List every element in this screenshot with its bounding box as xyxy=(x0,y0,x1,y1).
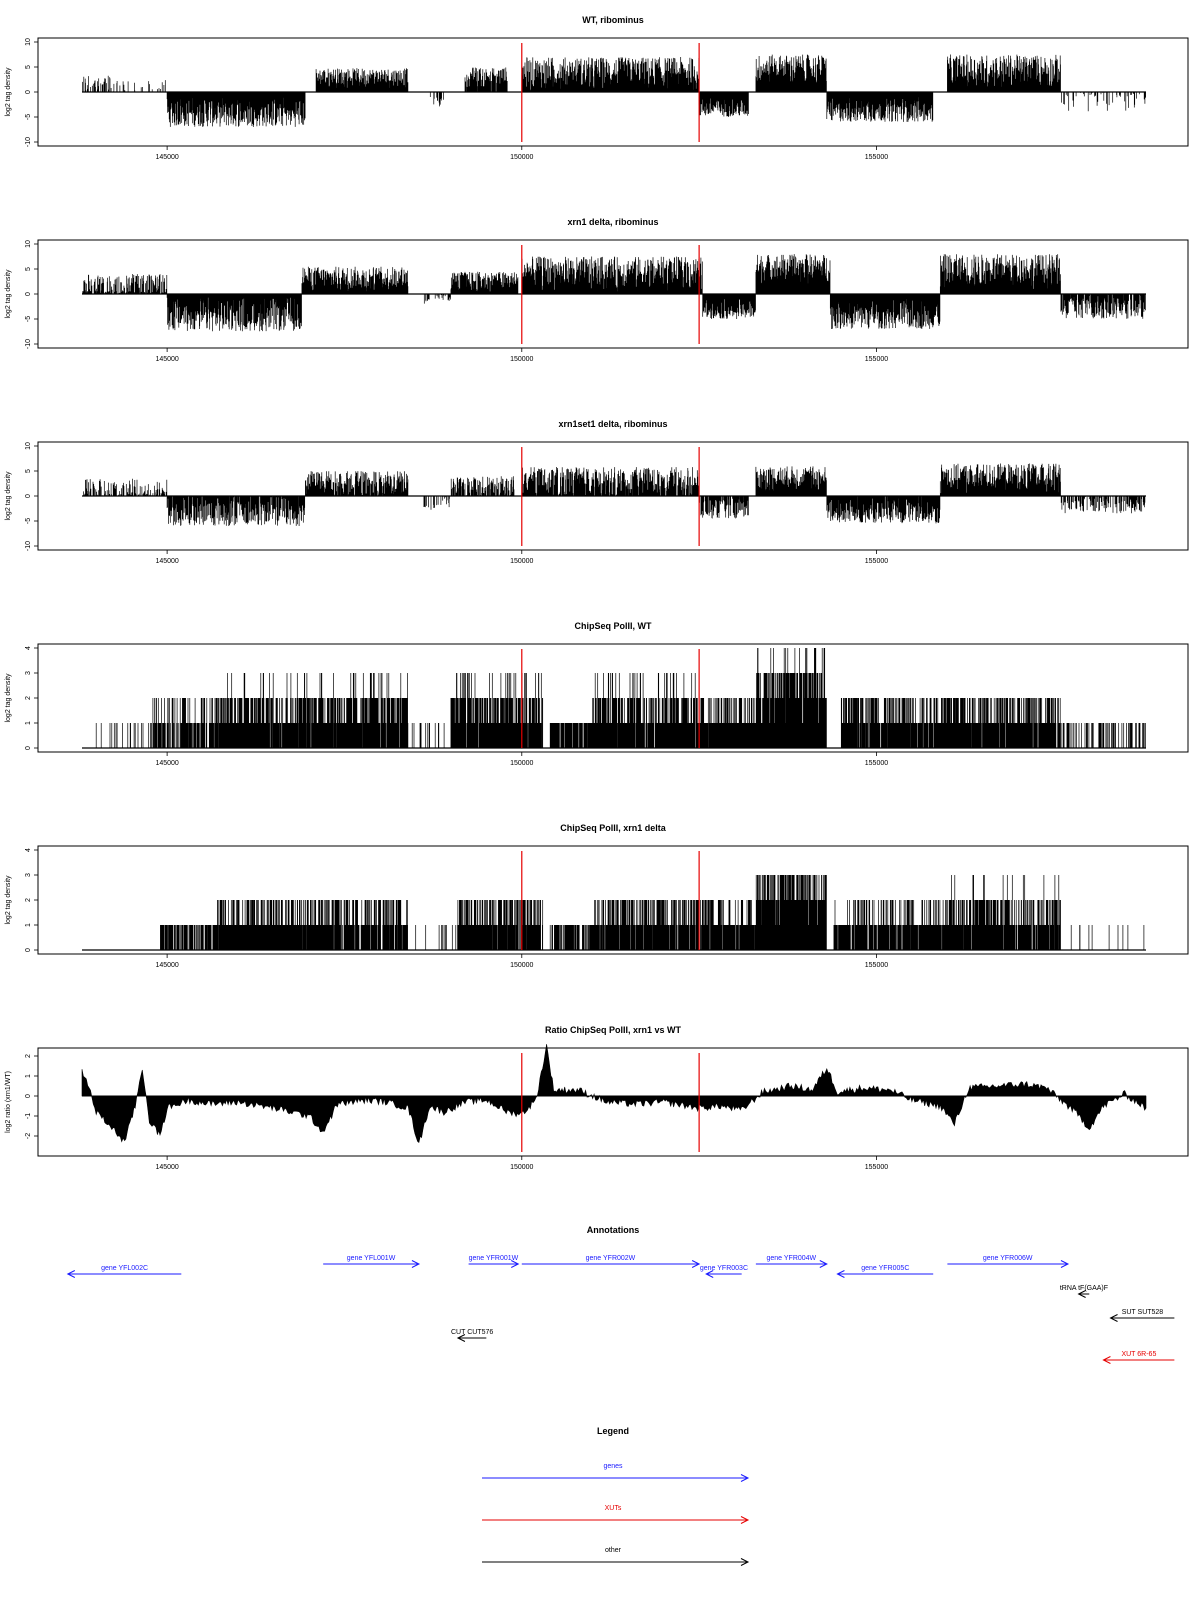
y-tick-label: -1 xyxy=(25,1112,32,1120)
annotation-feature xyxy=(68,1265,181,1278)
y-tick-label: 4 xyxy=(25,848,32,852)
chart-panel-3 xyxy=(5,419,1188,565)
annotation-feature xyxy=(323,1255,419,1268)
y-tick-label: -5 xyxy=(25,315,32,323)
annotation-feature xyxy=(451,1329,493,1342)
x-tick-label: 155000 xyxy=(864,1164,889,1171)
y-tick-label: 10 xyxy=(25,442,32,450)
y-tick-label: -10 xyxy=(25,136,32,148)
data-series xyxy=(82,55,1146,128)
ratio-area xyxy=(82,1044,1146,1142)
chart-title: ChipSeq PolII, WT xyxy=(574,621,652,631)
x-tick-label: 150000 xyxy=(510,356,534,363)
y-tick-label: 3 xyxy=(25,671,32,675)
x-tick-label: 150000 xyxy=(510,154,534,161)
y-axis-label: log2 tag density xyxy=(5,471,12,521)
chart-title: Ratio ChipSeq PolII, xrn1 vs WT xyxy=(544,1025,682,1035)
y-axis-label: log2 ratio (xrn1/WT) xyxy=(5,1071,12,1133)
annotations-panel xyxy=(68,1225,1175,1364)
feature-label: gene YFR006W xyxy=(982,1255,1033,1262)
y-tick-label: 10 xyxy=(25,38,32,46)
legend-item-xuts xyxy=(482,1505,748,1524)
y-tick-label: -2 xyxy=(25,1132,32,1140)
chart-panel-6 xyxy=(5,1025,1188,1171)
y-axis-label: log2 tag density xyxy=(5,67,12,117)
chart-panel-2 xyxy=(5,217,1188,363)
chart-title: xrn1set1 delta, ribominus xyxy=(558,419,668,429)
legend-item-genes xyxy=(482,1463,748,1482)
annotation-feature xyxy=(700,1265,748,1278)
y-tick-label: 0 xyxy=(25,90,32,94)
y-tick-label: 0 xyxy=(25,948,32,952)
x-tick-label: 150000 xyxy=(510,1164,534,1171)
feature-label: gene YFR002W xyxy=(585,1255,636,1262)
y-axis-label: log2 tag density xyxy=(5,269,12,319)
y-tick-label: 5 xyxy=(25,65,32,69)
legend-label: genes xyxy=(603,1463,623,1470)
legend-item-other xyxy=(482,1547,748,1566)
y-tick-label: -10 xyxy=(25,540,32,552)
chart-panel-1 xyxy=(5,15,1188,161)
x-tick-label: 145000 xyxy=(155,962,179,969)
x-tick-label: 150000 xyxy=(510,962,534,969)
y-tick-label: 1 xyxy=(25,1074,32,1078)
y-tick-label: 0 xyxy=(25,746,32,750)
annotation-feature xyxy=(837,1265,933,1278)
annotation-feature xyxy=(522,1255,699,1268)
data-series xyxy=(82,254,1146,331)
chart-panel-5 xyxy=(5,823,1188,969)
chart-panel-4 xyxy=(5,621,1188,767)
x-tick-label: 155000 xyxy=(864,558,889,565)
y-tick-label: 0 xyxy=(25,292,32,296)
feature-label: CUT CUT576 xyxy=(450,1329,494,1336)
annotation-feature xyxy=(1060,1285,1108,1298)
x-tick-label: 145000 xyxy=(155,558,179,565)
y-axis-label: log2 tag density xyxy=(5,875,12,925)
annotation-feature xyxy=(947,1255,1068,1268)
x-tick-label: 150000 xyxy=(510,558,534,565)
y-tick-label: 4 xyxy=(25,646,32,650)
chart-title: ChipSeq PolII, xrn1 delta xyxy=(560,823,666,833)
annotation-feature xyxy=(1103,1351,1174,1364)
x-tick-label: 150000 xyxy=(510,760,534,767)
x-tick-label: 155000 xyxy=(864,962,889,969)
feature-label: gene YFR005C xyxy=(861,1265,910,1272)
y-axis-label: log2 tag density xyxy=(5,673,12,723)
x-tick-label: 155000 xyxy=(864,760,889,767)
legend-label: XUTs xyxy=(604,1505,622,1512)
y-tick-label: 0 xyxy=(25,1094,32,1098)
y-tick-label: 0 xyxy=(25,494,32,498)
y-tick-label: 3 xyxy=(25,873,32,877)
chart-title: xrn1 delta, ribominus xyxy=(567,217,659,227)
x-tick-label: 145000 xyxy=(155,154,179,161)
feature-label: gene YFR003C xyxy=(699,1265,749,1272)
data-series xyxy=(82,464,1146,527)
y-tick-label: -10 xyxy=(25,338,32,350)
feature-label: gene YFL001W xyxy=(346,1255,396,1262)
y-tick-label: 2 xyxy=(25,696,32,700)
legend-title: Legend xyxy=(596,1426,630,1436)
annotations-title: Annotations xyxy=(586,1225,640,1235)
annotation-feature xyxy=(756,1255,827,1268)
y-tick-label: 10 xyxy=(25,240,32,248)
density-bars xyxy=(82,55,1145,128)
y-tick-label: 5 xyxy=(25,267,32,271)
feature-label: gene YFR001W xyxy=(468,1255,519,1262)
x-tick-label: 155000 xyxy=(864,154,889,161)
x-tick-label: 145000 xyxy=(155,760,179,767)
y-tick-label: 5 xyxy=(25,469,32,473)
annotation-feature xyxy=(469,1255,519,1268)
data-series xyxy=(82,648,1146,748)
chart-title: WT, ribominus xyxy=(582,15,644,25)
feature-label: gene YFL002C xyxy=(101,1265,149,1272)
legend xyxy=(482,1426,748,1566)
x-tick-label: 145000 xyxy=(155,356,179,363)
y-tick-label: 2 xyxy=(25,898,32,902)
density-bars xyxy=(82,254,1145,331)
annotation-feature xyxy=(1111,1309,1175,1322)
legend-label: other xyxy=(605,1547,621,1554)
density-bars xyxy=(160,875,1144,950)
x-tick-label: 145000 xyxy=(155,1164,179,1171)
y-tick-label: -5 xyxy=(25,113,32,121)
feature-label: XUT 6R-65 xyxy=(1121,1351,1157,1358)
y-tick-label: 1 xyxy=(25,923,32,927)
data-series xyxy=(82,875,1146,950)
feature-label: SUT SUT528 xyxy=(1121,1309,1164,1316)
feature-label: gene YFR004W xyxy=(766,1255,817,1262)
y-tick-label: 1 xyxy=(25,721,32,725)
x-tick-label: 155000 xyxy=(864,356,889,363)
data-series xyxy=(82,1044,1146,1142)
density-bars xyxy=(83,464,1145,527)
feature-label: tRNA tF(GAA)F xyxy=(1059,1285,1109,1292)
y-tick-label: 2 xyxy=(25,1054,32,1058)
density-bars xyxy=(96,648,1145,748)
y-tick-label: -5 xyxy=(25,517,32,525)
